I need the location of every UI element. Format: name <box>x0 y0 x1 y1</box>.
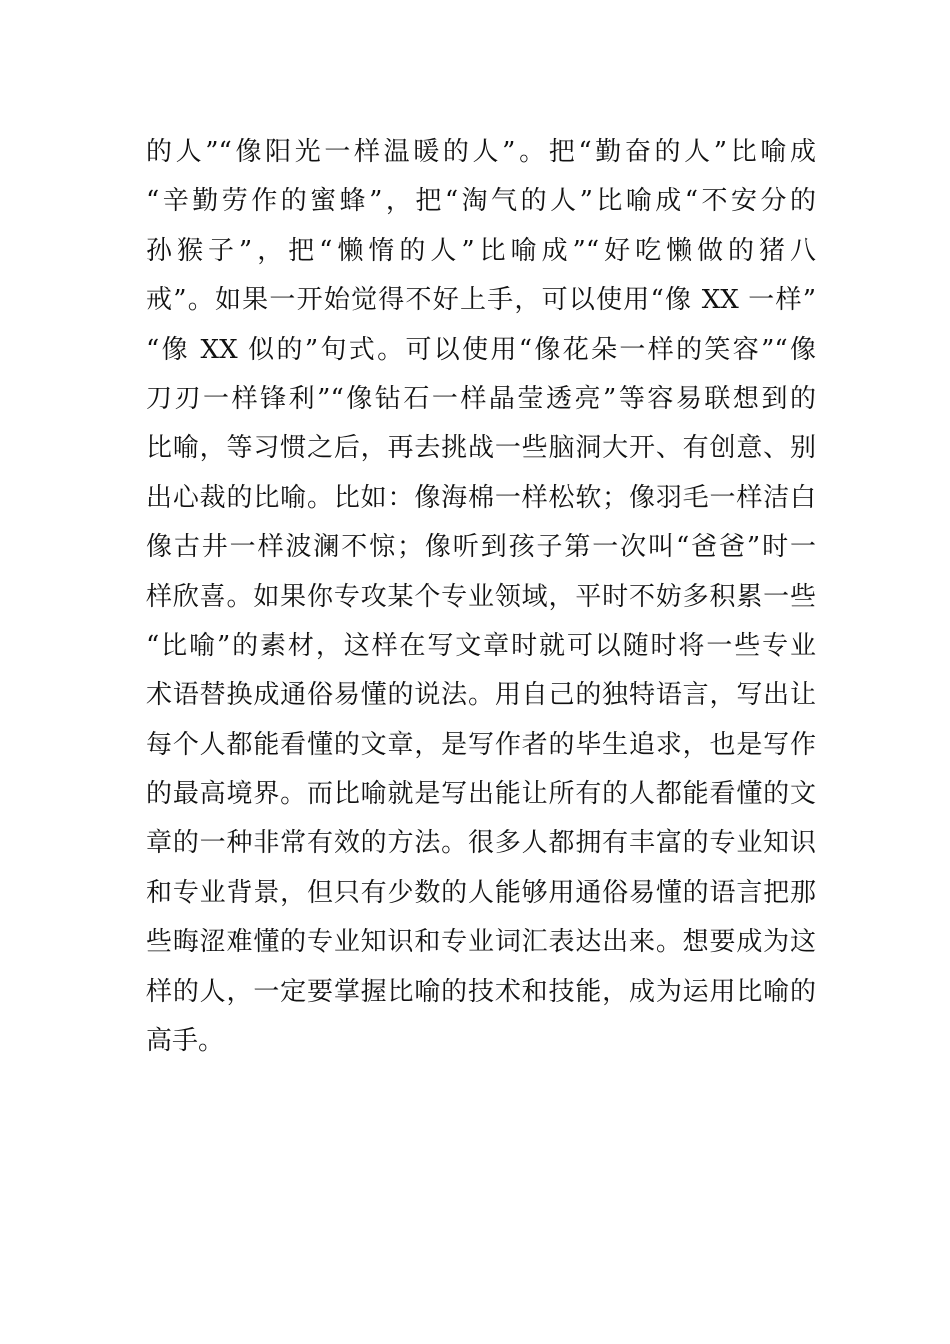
text-line: 戒”。如果一开始觉得不好上手，可以使用“像 XX 一样” <box>146 285 816 316</box>
text-line: 出心裁的比喻。比如：像海棉一样松软；像羽毛一样洁白 <box>146 482 816 513</box>
text-line: “像 XX 似的”句式。可以使用“像花朵一样的笑容”“像 <box>146 334 816 365</box>
body-paragraph <box>146 128 816 1066</box>
text-line: 像古井一样波澜不惊；像听到孩子第一次叫“爸爸”时一 <box>146 532 816 563</box>
text-line: 术语替换成通俗易懂的说法。用自己的独特语言，写出让 <box>146 680 816 711</box>
text-line: 样的人，一定要掌握比喻的技术和技能，成为运用比喻的 <box>146 976 816 1007</box>
text-line: “比喻”的素材，这样在写文章时就可以随时将一些专业 <box>146 630 816 661</box>
text-line: 的人”“像阳光一样温暖的人”。把“勤奋的人”比喻成 <box>146 137 816 167</box>
text-line: 些晦涩难懂的专业知识和专业词汇表达出来。想要成为这 <box>146 927 816 958</box>
text-line: “辛勤劳作的蜜蜂”，把“淘气的人”比喻成“不安分的 <box>146 186 816 217</box>
text-line: 样欣喜。如果你专攻某个专业领域，平时不妨多积累一些 <box>146 581 816 612</box>
text-line: 高手。 <box>146 1026 225 1057</box>
text-line: 的最高境界。而比喻就是写出能让所有的人都能看懂的文 <box>146 779 816 810</box>
text-line: 每个人都能看懂的文章，是写作者的毕生追求，也是写作 <box>146 729 816 760</box>
text-line: 和专业背景，但只有少数的人能够用通俗易懂的语言把那 <box>146 877 816 908</box>
text-line: 章的一种非常有效的方法。很多人都拥有丰富的专业知识 <box>146 828 816 859</box>
text-line: 比喻，等习惯之后，再去挑战一些脑洞大开、有创意、别 <box>146 433 816 464</box>
text-line: 孙猴子”，把“懒惰的人”比喻成”“好吃懒做的猪八 <box>146 235 816 266</box>
text-line: 刀刃一样锋利”“像钻石一样晶莹透亮”等容易联想到的 <box>146 383 816 414</box>
